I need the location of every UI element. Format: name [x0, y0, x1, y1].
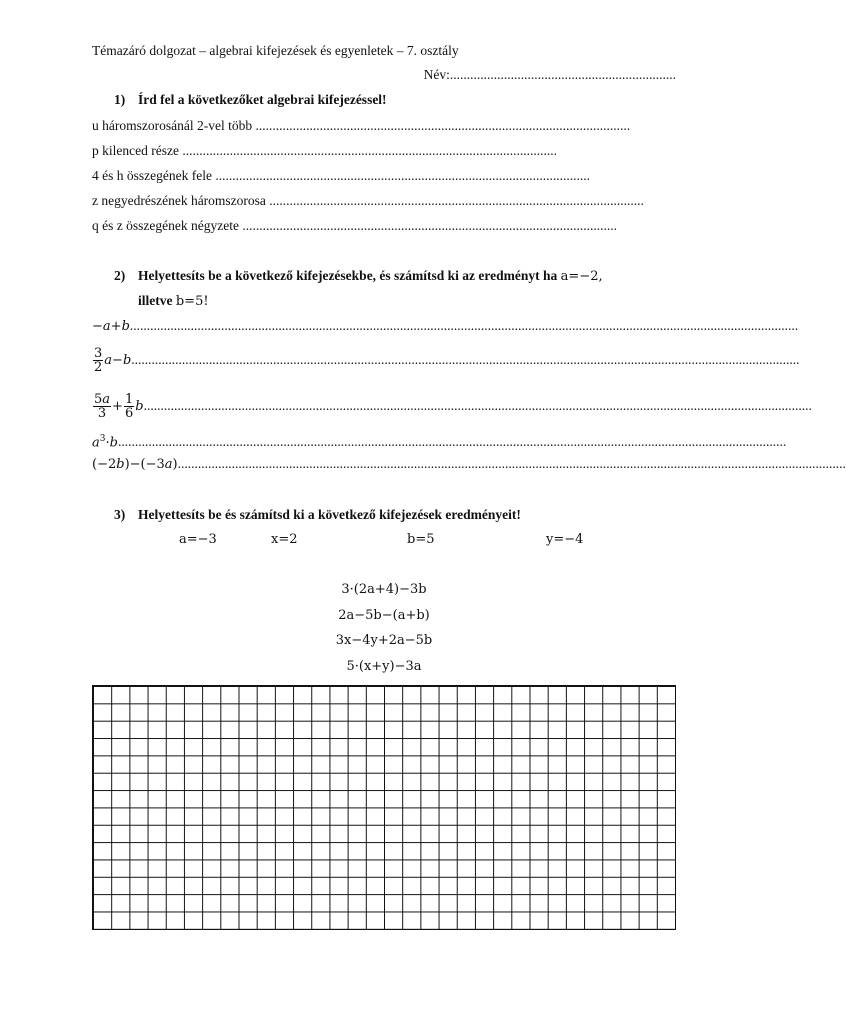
q2-expression-row[interactable] — [92, 318, 799, 335]
q2-heading — [92, 268, 676, 285]
name-label: Név: — [423, 67, 450, 82]
q3-expression: 3·(2a+4)−3b — [341, 582, 427, 597]
q1-item[interactable] — [92, 193, 644, 209]
q1-item[interactable] — [92, 143, 557, 159]
q2-expression-row[interactable] — [92, 392, 812, 421]
q1-item-label: z negyedrészének háromszorosa — [92, 193, 266, 208]
answer-dots: ............................................................................................................... — [255, 118, 631, 133]
q2-expression-5: (−2b)−(−3a) — [92, 457, 178, 472]
q3-expression: 2a−5b−(a+b) — [338, 608, 430, 623]
q2-expression-row[interactable] — [92, 456, 846, 473]
answer-dots: ............................................................................................................... — [215, 168, 590, 183]
value-x: x=2 — [271, 532, 298, 547]
answer-dots: ............................................................................................................... — [269, 193, 644, 208]
answer-dots: ...................................................................................................................................................................................................... — [131, 352, 800, 367]
name-dots: ................................................................... — [449, 67, 676, 82]
answer-dots: ...................................................................................................................................................................................................... — [177, 456, 846, 471]
q3-expression: 3x−4y+2a−5b — [335, 633, 433, 648]
q1-item[interactable] — [92, 168, 590, 184]
answer-dots: ...................................................................................................................................................................................................... — [143, 398, 812, 413]
q3-heading — [92, 507, 676, 523]
q2-heading-line2 — [138, 293, 678, 310]
q3-number: 3) — [114, 507, 126, 522]
q1-item-label: q és z összegének négyzete — [92, 218, 239, 233]
q1-item-label: p kilenced része — [92, 143, 179, 158]
q2-condition-b: b=5! — [175, 294, 209, 309]
q2-heading-text2: illetve — [138, 293, 173, 308]
q2-expression-1: −a+b — [92, 319, 130, 334]
q1-heading-text: Írd fel a következőket algebrai kifejezéssel! — [138, 92, 387, 107]
answer-dots: ............................................................................................................... — [242, 218, 617, 233]
page-title: Témazáró dolgozat – algebrai kifejezések és egyenletek – 7. osztály — [92, 43, 459, 58]
value-b: b=5 — [407, 532, 435, 547]
q1-item-label: u háromszorosánál 2-vel több — [92, 118, 253, 133]
q2-heading-text: Helyettesíts be a következő kifejezésekbe, és számítsd ki az eredményt ha — [138, 268, 558, 283]
q1-item[interactable] — [92, 118, 631, 134]
q2-expression-4: $a^3\cdot b$ — [92, 434, 118, 451]
answer-dots: ............................................................................................................... — [182, 143, 557, 158]
name-field[interactable] — [92, 67, 676, 83]
value-y: y=−4 — [546, 532, 584, 547]
q3-heading-text: Helyettesíts be és számítsd ki a következő kifejezések eredményeit! — [138, 507, 521, 522]
q3-expression: 5·(x+y)−3a — [346, 659, 422, 674]
q1-heading — [92, 92, 676, 108]
q1-item-label: 4 és h összegének fele — [92, 168, 212, 183]
q3-values — [0, 532, 768, 550]
q2-expression-2: $\frac{3}{2}$ a−b — [94, 346, 132, 375]
q2-expression-row[interactable] — [92, 346, 800, 375]
answer-dots: ...................................................................................................................................................................................................... — [129, 318, 799, 333]
q1-number: 1) — [114, 92, 126, 107]
value-a: a=−3 — [179, 532, 217, 547]
q2-expression-row[interactable] — [92, 431, 787, 451]
q2-number: 2) — [114, 268, 126, 283]
q2-condition-a: a=−2, — [560, 269, 603, 284]
answer-grid[interactable] — [92, 685, 676, 930]
answer-dots: ...................................................................................................................................................................................................... — [117, 434, 787, 450]
q2-expression-3: $\frac{5a}{3}$ + $\frac{1}{6}$ b — [94, 392, 144, 421]
q1-item[interactable] — [92, 218, 617, 234]
